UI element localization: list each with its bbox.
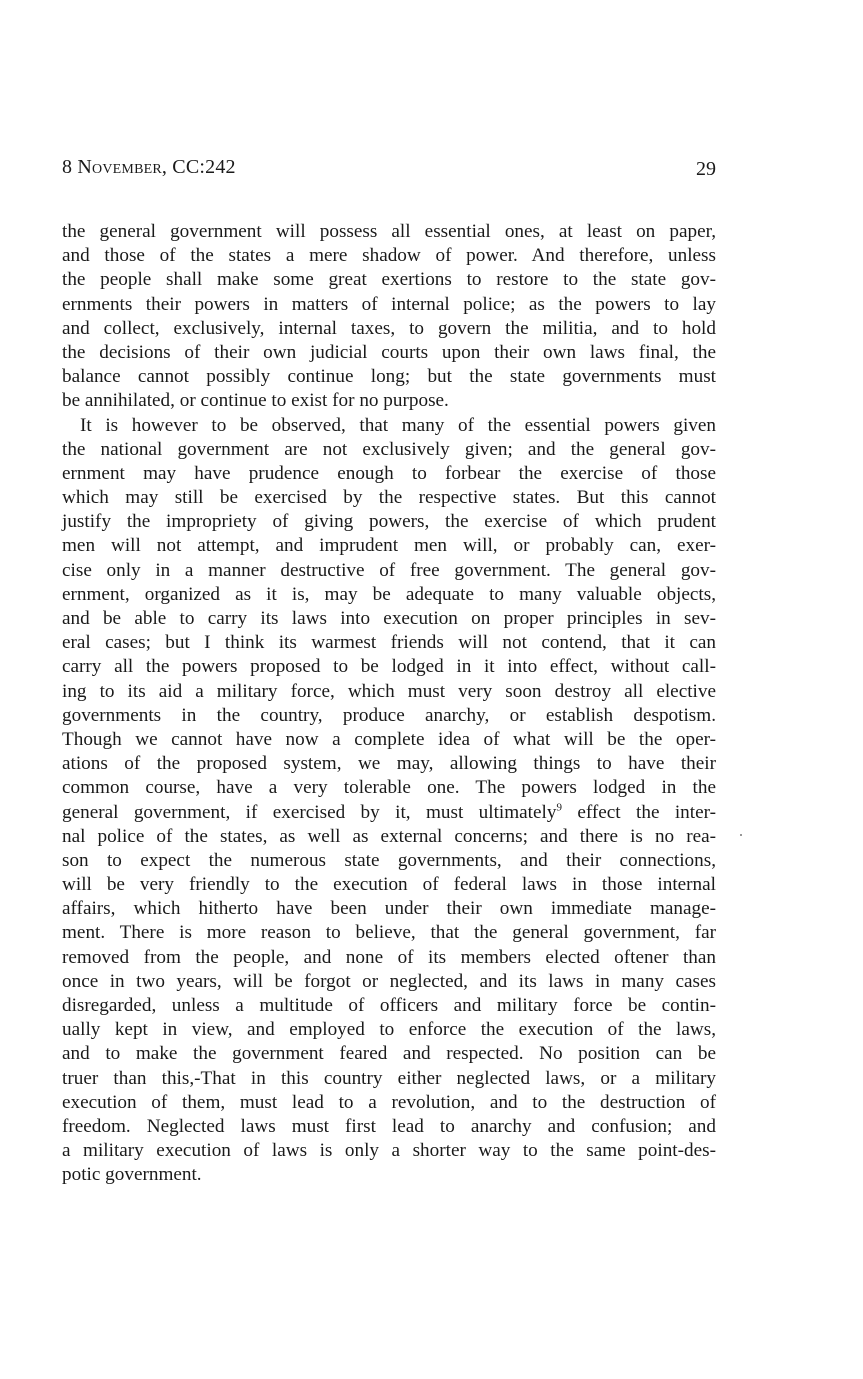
footnote-line-before: general government, if exercised by it, must ultimately bbox=[62, 801, 557, 823]
text-line: ations of the proposed system, we may, allowing things to have their bbox=[62, 753, 716, 775]
header-citation: , CC:242 bbox=[161, 156, 236, 178]
footnote-marker[interactable]: 9 bbox=[556, 801, 562, 814]
text-line: ing to its aid a military force, which must very soon destroy all elective bbox=[62, 680, 716, 702]
text-line: son to expect the numerous state governments, and their connections, bbox=[62, 849, 716, 871]
text-line: will be very friendly to the execution of federal laws in those internal bbox=[62, 874, 716, 896]
text-line: cise only in a manner destructive of free government. The general gov- bbox=[62, 559, 716, 581]
text-line: a military execution of laws is only a shorter way to the same point-des- bbox=[62, 1140, 716, 1162]
text-line: be annihilated, or continue to exist for no purpose. bbox=[62, 390, 449, 412]
running-header bbox=[62, 156, 716, 186]
text-line: ually kept in view, and employed to enforce the execution of the laws, bbox=[62, 1019, 716, 1041]
body-text bbox=[62, 220, 716, 1188]
text-line: and be able to carry its laws into execution on proper principles in sev- bbox=[62, 608, 716, 629]
text-line: affairs, which hitherto have been under their own immediate manage- bbox=[62, 898, 716, 920]
text-line: It is however to be observed, that many of the essential powers given bbox=[80, 414, 716, 436]
text-line: eral cases; but I think its warmest friends will not contend, that it can bbox=[62, 632, 716, 654]
text-line: the decisions of their own judicial courts upon their own laws final, the bbox=[62, 341, 716, 363]
text-line: which may still be exercised by the respective states. But this cannot bbox=[62, 487, 716, 509]
print-speck bbox=[740, 834, 742, 836]
header-date-citation bbox=[62, 156, 236, 179]
text-line: execution of them, must lead to a revolution, and to the destruction of bbox=[62, 1091, 716, 1113]
text-line: carry all the powers proposed to be lodged in it into effect, without call- bbox=[62, 656, 716, 678]
text-line: and collect, exclusively, internal taxes, to govern the militia, and to hold bbox=[62, 317, 716, 339]
page-number: 29 bbox=[696, 158, 716, 180]
text-line: the national government are not exclusively given; and the general gov- bbox=[62, 438, 716, 460]
text-line: justify the impropriety of giving powers, the exercise of which prudent bbox=[62, 511, 716, 533]
text-line: ernments their powers in matters of internal police; as the powers to lay bbox=[62, 293, 716, 315]
text-line: removed from the people, and none of its members elected oftener than bbox=[62, 946, 716, 968]
text-line: Though we cannot have now a complete idea of what will be the oper- bbox=[62, 728, 716, 750]
text-line: the people shall make some great exertions to restore to the state gov- bbox=[62, 269, 716, 291]
text-line: and to make the government feared and respected. No position can be bbox=[62, 1043, 716, 1065]
header-date-number: 8 bbox=[62, 156, 73, 178]
text-line: potic government. bbox=[62, 1164, 202, 1186]
text-line: disregarded, unless a multitude of officers and military force be contin- bbox=[62, 995, 716, 1016]
text-line: balance cannot possibly continue long; but the state governments must bbox=[62, 366, 716, 388]
header-month: November bbox=[77, 156, 162, 178]
footnote-line-after: effect the inter- bbox=[561, 801, 716, 823]
text-line: ernment may have prudence enough to forbear the exercise of those bbox=[62, 462, 716, 484]
text-line: men will not attempt, and imprudent men will, or probably can, exer- bbox=[62, 535, 716, 557]
text-line: once in two years, will be forgot or neglected, and its laws in many cases bbox=[62, 970, 716, 992]
text-line: ernment, organized as it is, may be adequate to many valuable objects, bbox=[62, 583, 716, 605]
text-line: common course, have a very tolerable one. The powers lodged in the bbox=[62, 777, 716, 799]
text-line: nal police of the states, as well as external concerns; and there is no rea- bbox=[62, 825, 716, 847]
text-line: the general government will possess all essential ones, at least on paper, bbox=[62, 221, 716, 242]
text-line: ment. There is more reason to believe, that the general government, far bbox=[62, 922, 716, 944]
text-line: freedom. Neglected laws must first lead to anarchy and confusion; and bbox=[62, 1115, 716, 1137]
text-line: and those of the states a mere shadow of power. And therefore, unless bbox=[62, 245, 716, 267]
text-line: governments in the country, produce anarchy, or establish despotism. bbox=[62, 704, 716, 726]
text-line-footnote bbox=[62, 801, 716, 825]
text-line: truer than this,-That in this country either neglected laws, or a military bbox=[62, 1067, 716, 1089]
